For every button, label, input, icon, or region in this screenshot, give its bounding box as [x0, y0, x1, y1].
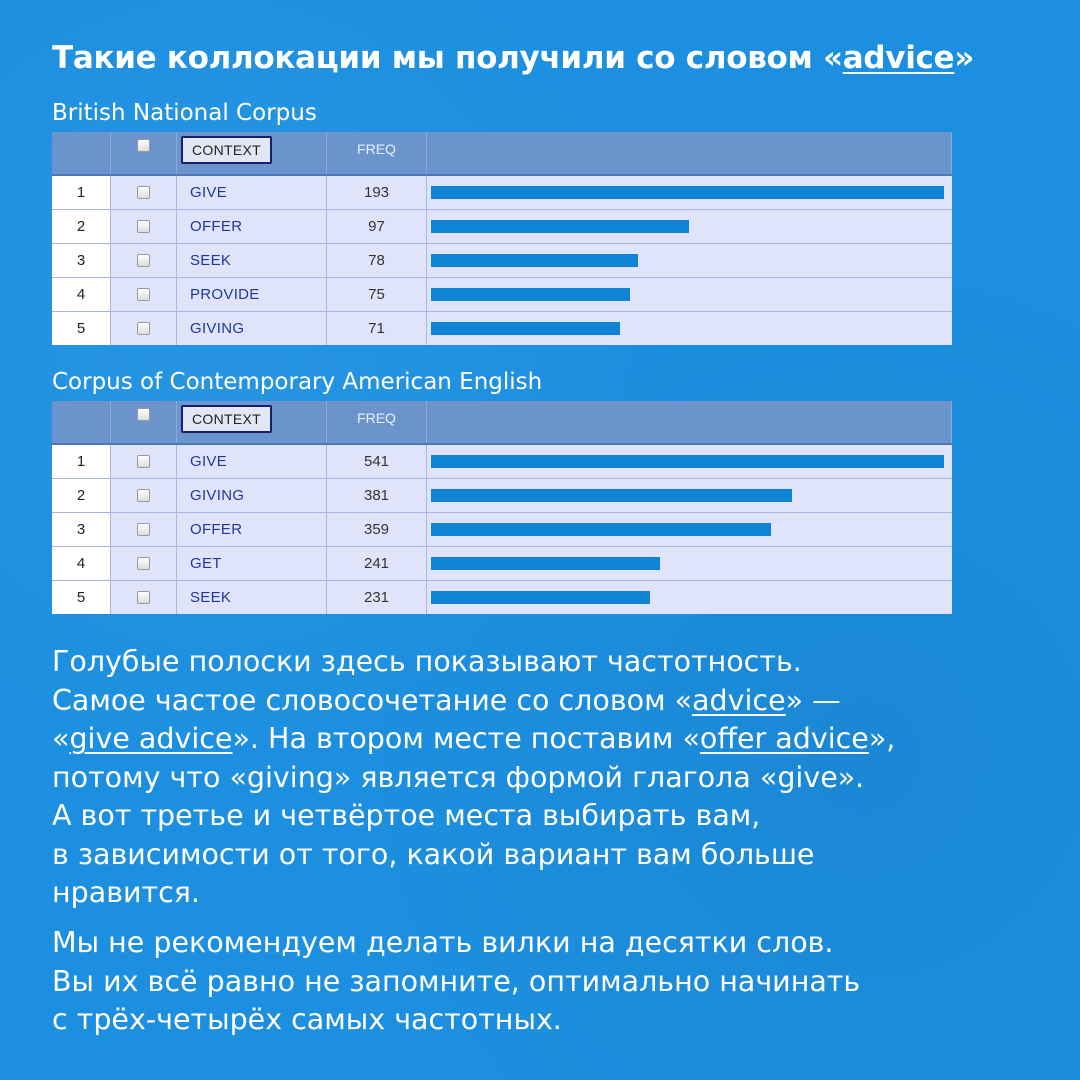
row-checkbox-cell	[111, 581, 177, 614]
bar-cell	[427, 581, 952, 614]
header-num-cell	[52, 401, 111, 443]
row-checkbox[interactable]	[137, 455, 150, 468]
page-title	[52, 40, 974, 76]
frequency-bar	[431, 489, 792, 502]
table-header	[52, 401, 952, 445]
link-give-advice[interactable]: give advice	[69, 722, 233, 755]
collocate-link[interactable]: SEEK	[177, 581, 327, 614]
text-span: Самое частое словосочетание со словом «	[52, 683, 693, 717]
bar-cell	[427, 479, 952, 512]
corpus-label-bnc: British National Corpus	[52, 100, 317, 126]
row-checkbox-cell	[111, 513, 177, 546]
paragraph-line	[52, 682, 895, 721]
select-all-checkbox[interactable]	[137, 408, 150, 421]
row-checkbox-cell	[111, 278, 177, 311]
header-context-cell	[177, 401, 327, 443]
row-number: 2	[52, 479, 111, 512]
collocate-link[interactable]: GIVE	[177, 445, 327, 478]
frequency-bar	[431, 254, 638, 267]
frequency-bar	[431, 186, 944, 199]
row-checkbox[interactable]	[137, 591, 150, 604]
row-checkbox[interactable]	[137, 220, 150, 233]
explanation-paragraph	[52, 643, 895, 913]
bar-cell	[427, 513, 952, 546]
header-checkbox-cell	[111, 132, 177, 174]
row-number: 1	[52, 445, 111, 478]
row-checkbox-cell	[111, 445, 177, 478]
paragraph-line: Вы их всё равно не запомните, оптимально начинать	[52, 964, 861, 998]
title-keyword: advice	[842, 40, 955, 76]
header-checkbox-cell	[111, 401, 177, 443]
bar-cell	[427, 176, 952, 209]
context-button[interactable]: CONTEXT	[181, 136, 272, 164]
table-row	[52, 581, 952, 614]
table-row	[52, 210, 952, 244]
header-freq[interactable]: FREQ	[327, 401, 427, 443]
row-checkbox[interactable]	[137, 322, 150, 335]
paragraph-line: нравится.	[52, 876, 200, 909]
paragraph-line: в зависимости от того, какой вариант вам больше	[52, 837, 815, 871]
table-row	[52, 547, 952, 581]
table-row	[52, 176, 952, 210]
header-context-cell	[177, 132, 327, 174]
collocate-link[interactable]: GET	[177, 547, 327, 580]
table-row	[52, 479, 952, 513]
row-number: 5	[52, 312, 111, 345]
row-checkbox[interactable]	[137, 254, 150, 267]
row-checkbox-cell	[111, 176, 177, 209]
bar-cell	[427, 445, 952, 478]
frequency-bar	[431, 322, 620, 335]
row-checkbox-cell	[111, 210, 177, 243]
collocate-link[interactable]: PROVIDE	[177, 278, 327, 311]
header-bar-cell	[427, 401, 952, 443]
row-number: 2	[52, 210, 111, 243]
title-close-quote: »	[954, 40, 975, 76]
header-bar-cell	[427, 132, 952, 174]
text-span: »,	[868, 722, 896, 755]
text-span: «	[52, 722, 70, 755]
frequency-bar	[431, 557, 660, 570]
row-checkbox[interactable]	[137, 489, 150, 502]
corpus-label-coca: Corpus of Contemporary American English	[52, 369, 543, 395]
frequency-bar	[431, 591, 650, 604]
collocation-table-coca	[52, 401, 952, 614]
freq-value: 231	[327, 581, 427, 614]
context-button[interactable]: CONTEXT	[181, 405, 272, 433]
freq-value: 71	[327, 312, 427, 345]
bar-cell	[427, 244, 952, 277]
collocate-link[interactable]: SEEK	[177, 244, 327, 277]
bar-cell	[427, 312, 952, 345]
frequency-bar	[431, 288, 630, 301]
table-row	[52, 445, 952, 479]
table-header	[52, 132, 952, 176]
row-checkbox[interactable]	[137, 186, 150, 199]
row-checkbox-cell	[111, 479, 177, 512]
table-row	[52, 244, 952, 278]
freq-value: 381	[327, 479, 427, 512]
row-number: 1	[52, 176, 111, 209]
frequency-bar	[431, 220, 689, 233]
table-row	[52, 312, 952, 345]
row-number: 3	[52, 244, 111, 277]
paragraph-line: А вот третье и четвёртое места выбирать вам,	[52, 799, 761, 832]
paragraph-line: с трёх-четырёх самых частотных.	[52, 1003, 562, 1036]
bar-cell	[427, 547, 952, 580]
freq-value: 541	[327, 445, 427, 478]
frequency-bar	[431, 523, 771, 536]
collocate-link[interactable]: GIVING	[177, 479, 327, 512]
title-text: Такие коллокации мы получили со словом «	[52, 40, 843, 76]
row-checkbox[interactable]	[137, 523, 150, 536]
row-number: 5	[52, 581, 111, 614]
frequency-bar	[431, 455, 944, 468]
table-body	[52, 445, 952, 614]
collocate-link[interactable]: OFFER	[177, 210, 327, 243]
paragraph-line: Мы не рекомендуем делать вилки на десятки слов.	[52, 926, 834, 959]
paragraph-line: потому что «giving» является формой глагола «give».	[52, 760, 865, 794]
row-checkbox-cell	[111, 547, 177, 580]
freq-value: 193	[327, 176, 427, 209]
row-number: 4	[52, 547, 111, 580]
table-row	[52, 278, 952, 312]
bar-cell	[427, 278, 952, 311]
collocate-link[interactable]: OFFER	[177, 513, 327, 546]
select-all-checkbox[interactable]	[137, 139, 150, 152]
row-checkbox-cell	[111, 244, 177, 277]
table-row	[52, 513, 952, 547]
recommendation-paragraph	[52, 924, 860, 1040]
table-body	[52, 176, 952, 345]
text-span: » —	[785, 683, 841, 717]
row-checkbox[interactable]	[137, 288, 150, 301]
freq-value: 78	[327, 244, 427, 277]
header-num-cell	[52, 132, 111, 174]
freq-value: 97	[327, 210, 427, 243]
link-offer-advice[interactable]: offer advice	[699, 722, 869, 755]
collocation-table-bnc	[52, 132, 952, 345]
paragraph-line	[52, 720, 895, 759]
row-checkbox-cell	[111, 312, 177, 345]
bar-cell	[427, 210, 952, 243]
paragraph-line: Голубые полоски здесь показывают частотность.	[52, 645, 802, 678]
row-number: 4	[52, 278, 111, 311]
collocate-link[interactable]: GIVING	[177, 312, 327, 345]
text-span: ». На втором месте поставим «	[232, 722, 700, 755]
row-number: 3	[52, 513, 111, 546]
row-checkbox[interactable]	[137, 557, 150, 570]
link-advice[interactable]: advice	[692, 683, 786, 717]
freq-value: 75	[327, 278, 427, 311]
collocate-link[interactable]: GIVE	[177, 176, 327, 209]
header-freq[interactable]: FREQ	[327, 132, 427, 174]
freq-value: 241	[327, 547, 427, 580]
freq-value: 359	[327, 513, 427, 546]
